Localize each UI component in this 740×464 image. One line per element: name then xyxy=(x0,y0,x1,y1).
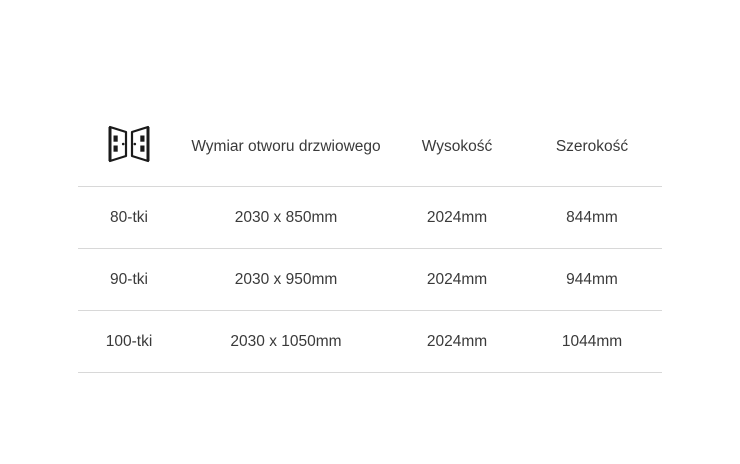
header-label: Wymiar otworu drzwiowego xyxy=(191,137,381,155)
header-opening-dimension xyxy=(180,108,392,187)
row-height-cell: 2024mm xyxy=(392,187,522,249)
row-name-cell: 90-tki xyxy=(78,249,180,311)
row-height-cell: 2024mm xyxy=(392,249,522,311)
header-width xyxy=(522,108,662,187)
row-opening-cell: 2030 x 850mm xyxy=(180,187,392,249)
table-header-row xyxy=(78,108,662,187)
table-row xyxy=(78,187,662,249)
row-height-cell: 2024mm xyxy=(392,311,522,373)
door-dimensions-table-wrapper xyxy=(78,108,662,373)
header-label: Wysokość xyxy=(421,137,493,155)
row-opening-cell: 2030 x 950mm xyxy=(180,249,392,311)
table-row xyxy=(78,249,662,311)
header-height xyxy=(392,108,522,187)
row-width-cell: 944mm xyxy=(522,249,662,311)
row-opening-cell: 2030 x 1050mm xyxy=(180,311,392,373)
door-dimensions-table xyxy=(78,108,662,373)
header-label: Szerokość xyxy=(555,137,629,155)
row-name-cell: 100-tki xyxy=(78,311,180,373)
double-door-icon xyxy=(107,123,151,163)
row-width-cell: 844mm xyxy=(522,187,662,249)
header-icon-cell xyxy=(78,108,180,187)
row-width-cell: 1044mm xyxy=(522,311,662,373)
table-row xyxy=(78,311,662,373)
row-name-cell: 80-tki xyxy=(78,187,180,249)
